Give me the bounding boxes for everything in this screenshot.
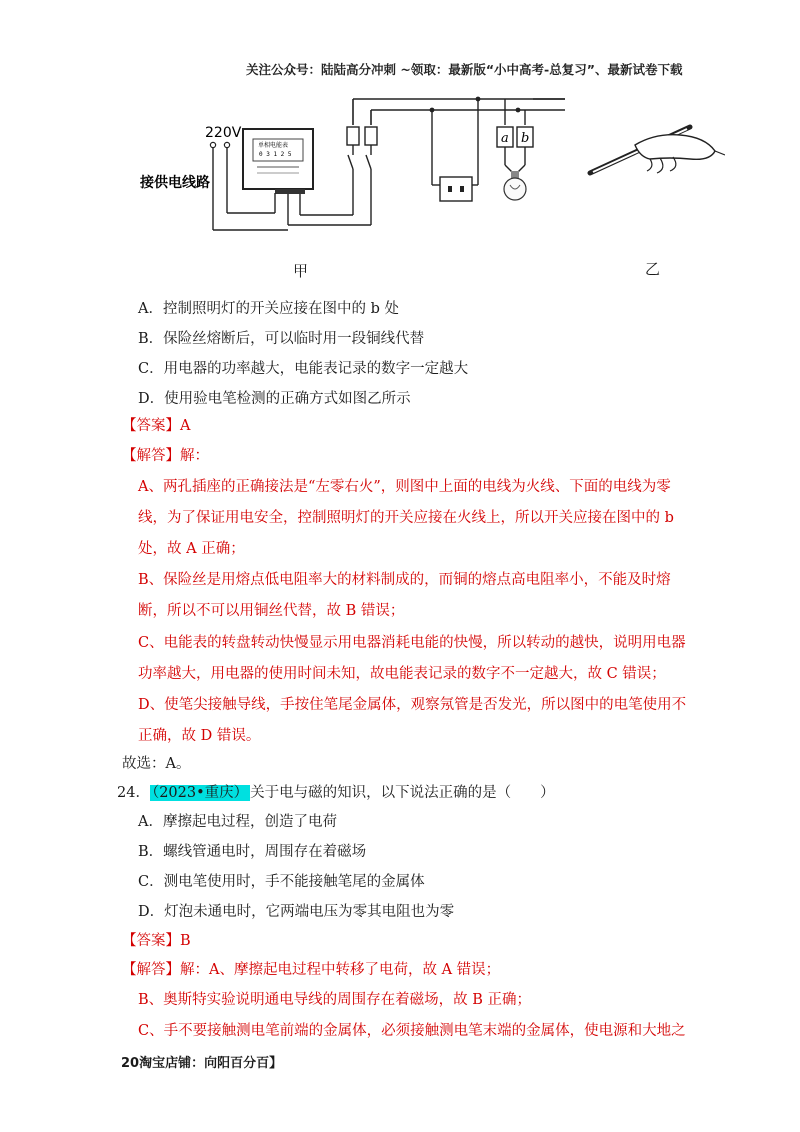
q23-explanation-line: 处，故 A 正确； — [138, 541, 245, 557]
q23-explanation-line: 断，所以不可以用铜丝代替，故 B 错误； — [138, 603, 405, 619]
page-header: 关注公众号：陆陆高分冲刺 ~领取：最新版“小中高考-总复习”、最新试卷下载 — [246, 62, 683, 77]
q23-explanation-line: D、使笔尖接触导线，手按住笔尾金属体，观察氖管是否发光，所以图中的电笔使用不 — [138, 697, 687, 713]
circuit-figure — [135, 85, 725, 285]
q23-explanation-line: C、电能表的转盘转动快慢显示用电器消耗电能的快慢，所以转动的越快，说明用电器 — [138, 635, 686, 651]
voltage-label: 220V — [205, 125, 242, 141]
q23-option-b: B．保险丝熔断后，可以临时用一段铜线代替 — [138, 331, 425, 347]
q23-option-a: A．控制照明灯的开关应接在图中的 b 处 — [138, 301, 399, 317]
q24-option-d: D．灯泡未通电时，它两端电压为零其电阻也为零 — [138, 904, 455, 920]
q23-solution-label: 【解答】解： — [122, 448, 209, 464]
q23-option-c: C．用电器的功率越大，电能表记录的数字一定越大 — [138, 361, 469, 377]
q24-option-c: C．测电笔使用时，手不能接触笔尾的金属体 — [138, 874, 425, 890]
switch-b-label: b — [521, 131, 530, 146]
source-badge: （2023•重庆） — [151, 785, 249, 801]
q24-option-b: B．螺线管通电时，周围存在着磁场 — [138, 844, 367, 860]
test-pen-illustration — [590, 127, 725, 173]
q24-explanation-line: B、奥斯特实验说明通电导线的周围存在着磁场，故 B 正确； — [138, 992, 532, 1008]
q24-option-a: A．摩擦起电过程，创造了电荷 — [138, 814, 337, 830]
caption-yi: 乙 — [645, 260, 661, 278]
question-number: 24． — [117, 785, 150, 801]
supply-label: 接供电线路 — [140, 175, 210, 191]
q24-solution-label: 【解答】 — [122, 962, 180, 978]
switch-a-label: a — [501, 131, 509, 146]
meter-title: 单相电能表 — [258, 142, 289, 149]
page-footer: 20淘宝店铺：向阳百分百】 — [121, 1056, 283, 1071]
q23-choice: 故选：A。 — [122, 756, 191, 772]
q23-explanation-line: 正确，故 D 错误。 — [138, 728, 261, 744]
question-text: 关于电与磁的知识，以下说法正确的是（ ） — [250, 785, 555, 801]
q23-explanation-line: B、保险丝是用熔点低电阻率大的材料制成的，而铜的熔点高电阻率小，不能及时熔 — [138, 572, 671, 588]
q23-explanation-line: 功率越大，用电器的使用时间未知，故电能表记录的数字不一定越大，故 C 错误； — [138, 666, 666, 682]
q23-option-d: D．使用验电笔检测的正确方式如图乙所示 — [138, 391, 411, 407]
q24-stem — [117, 781, 555, 802]
q24-solution-first — [122, 958, 500, 979]
caption-jia: 甲 — [293, 262, 309, 280]
q23-explanation-line: 线，为了保证用电安全，控制照明灯的开关应接在火线上，所以开关应接在图中的 b — [138, 510, 674, 526]
meter-reading: 0 3 1 2 5 — [259, 151, 292, 158]
q23-answer: 【答案】A — [122, 418, 191, 434]
q24-explanation-line: C、手不要接触测电笔前端的金属体，必须接触测电笔末端的金属体，使电源和大地之 — [138, 1023, 686, 1039]
q24-answer: 【答案】B — [122, 933, 191, 949]
q23-explanation-line: A、两孔插座的正确接法是“左零右火”，则图中上面的电线为火线、下面的电线为零 — [138, 479, 671, 495]
q24-solution-text: 解：A、摩擦起电过程中转移了电荷，故 A 错误； — [180, 962, 501, 978]
